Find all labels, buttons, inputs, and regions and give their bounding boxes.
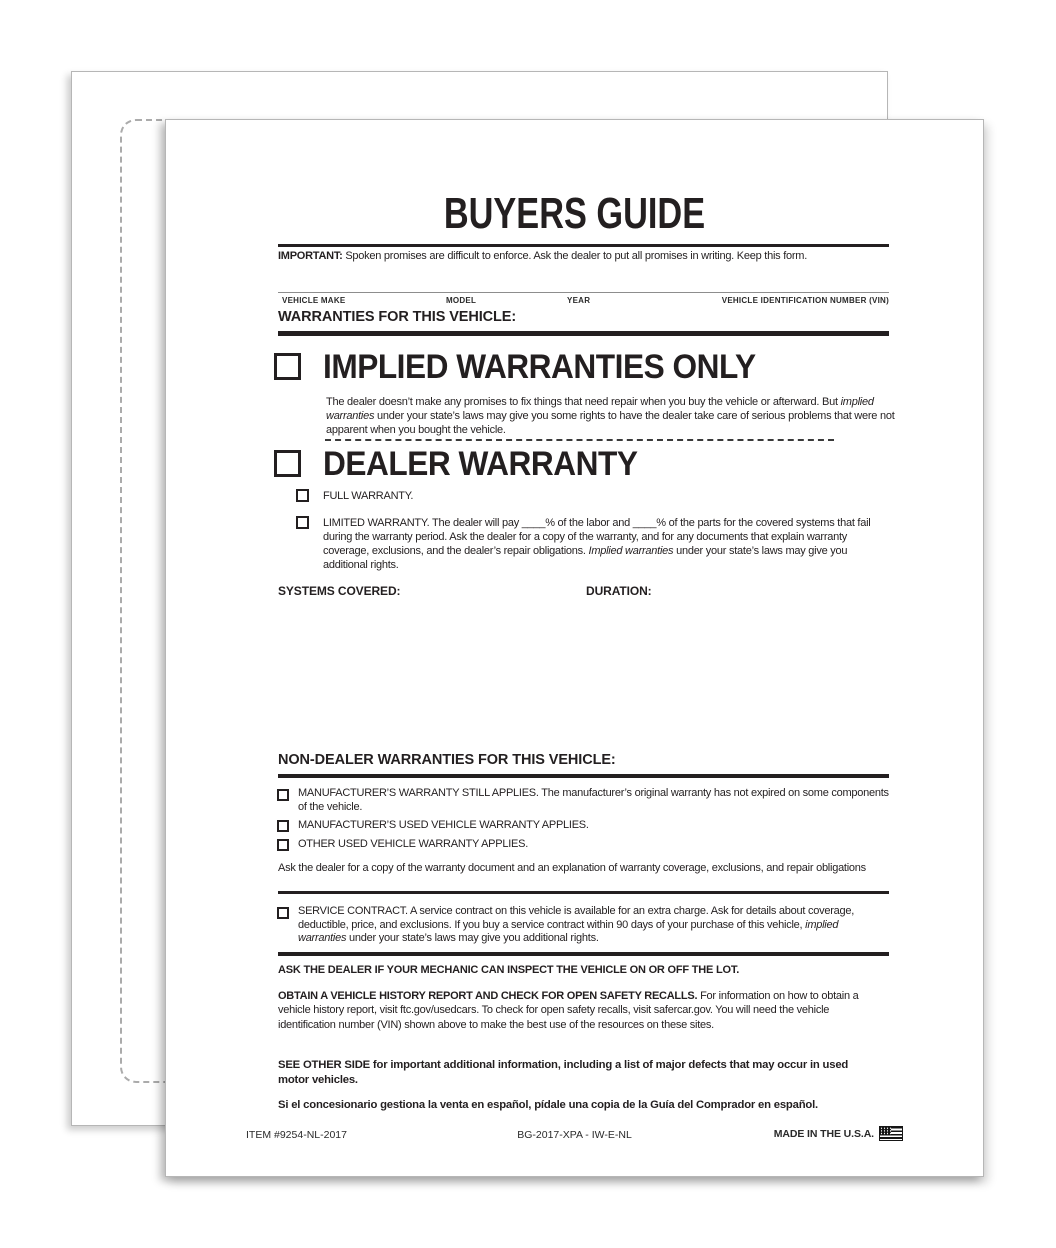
model-label: MODEL (446, 296, 477, 305)
footer-item-number: ITEM #9254-NL-2017 (246, 1129, 347, 1141)
warranties-heading-rule (278, 331, 889, 336)
buyers-guide-form-sheet (165, 119, 984, 1177)
form-title-row (166, 189, 983, 239)
duration-label: DURATION: (586, 584, 652, 598)
service-contract-checkbox[interactable] (277, 907, 289, 919)
see-other-side-notice: SEE OTHER SIDE for important additional information, including a list of major defects that may occur in used motor vehicles. (278, 1059, 849, 1086)
implied-warranties-title: IMPLIED WARRANTIES ONLY (323, 348, 756, 386)
manufacturer-used-warranty-checkbox[interactable] (277, 820, 289, 832)
implied-dealer-separator (325, 439, 834, 441)
limited-warranty-checkbox[interactable] (296, 516, 309, 529)
vehicle-fields-row (278, 296, 889, 308)
service-contract-text: SERVICE CONTRACT. A service contract on this vehicle is available for an extra charge. Ask for details about coverage, deductible, price, and exclusions. If you buy a service contract within 90 days of your purchase of this vehicle, implied warranties under your state’s laws may give you additional rights. (298, 905, 855, 944)
important-top-rule (278, 244, 889, 247)
warranties-heading: WARRANTIES FOR THIS VEHICLE: (278, 309, 517, 325)
footer-form-code: BG-2017-XPA - IW-E-NL (517, 1129, 632, 1141)
implied-warranties-checkbox[interactable] (274, 353, 301, 380)
other-used-warranty-text: OTHER USED VEHICLE WARRANTY APPLIES. (298, 838, 529, 850)
spanish-notice: Si el concesionario gestiona la venta en español, pídale una copia de la Guía del Comprador en español. (278, 1099, 818, 1111)
service-top-rule (278, 891, 889, 894)
year-label: YEAR (567, 296, 591, 305)
implied-warranties-body: The dealer doesn’t make any promises to fix things that need repair when you buy the vehicle or afterward. But implied warranties under your state’s laws may give you some rights to have the dealer take care of serious problems that were not apparent when you bought the vehicle. (326, 396, 895, 436)
systems-covered-label: SYSTEMS COVERED: (278, 584, 401, 598)
manufacturer-used-warranty-text: MANUFACTURER’S USED VEHICLE WARRANTY APPLIES. (298, 819, 589, 831)
vin-label: VEHICLE IDENTIFICATION NUMBER (VIN) (721, 296, 889, 305)
full-warranty-checkbox[interactable] (296, 489, 309, 502)
us-flag-icon (879, 1126, 903, 1141)
ask-copy-note: Ask the dealer for a copy of the warranty document and an explanation of warranty coverage, exclusions, and repair obligations (278, 862, 866, 874)
limited-warranty-body: LIMITED WARRANTY. The dealer will pay ____% of the labor and ____% of the parts for the covered systems that fail during the warranty period. Ask the dealer for a copy of the warranty, and for any documents that explain warranty coverage, exclusions, and the dealer’s repair obligations. Implied warranties under your state’s laws may give you additional rights. (323, 517, 871, 571)
made-in-usa-label: MADE IN THE U.S.A. (773, 1127, 874, 1140)
footer-made-in-group (774, 1126, 903, 1141)
non-dealer-heading-rule (278, 774, 889, 778)
page-title: BUYERS GUIDE (443, 189, 706, 238)
dealer-warranty-checkbox[interactable] (274, 450, 301, 477)
footer-row (246, 1126, 903, 1146)
full-warranty-label: FULL WARRANTY. (323, 490, 414, 502)
mechanic-notice: ASK THE DEALER IF YOUR MECHANIC CAN INSPECT THE VEHICLE ON OR OFF THE LOT. (278, 964, 740, 976)
service-bottom-rule (278, 952, 889, 956)
manufacturer-warranty-checkbox[interactable] (277, 789, 289, 801)
non-dealer-heading: NON-DEALER WARRANTIES FOR THIS VEHICLE: (278, 752, 616, 768)
dealer-warranty-title-wrap (323, 445, 661, 484)
dealer-warranty-title: DEALER WARRANTY (323, 445, 638, 483)
important-note: IMPORTANT: Spoken promises are difficult to enforce. Ask the dealer to put all promises in writing. Keep this form. (278, 250, 808, 262)
manufacturer-warranty-text: MANUFACTURER’S WARRANTY STILL APPLIES. The manufacturer’s original warranty has not expired on some components of the vehicle. (298, 787, 889, 813)
vehicle-fields-rule (278, 292, 889, 293)
other-used-warranty-checkbox[interactable] (277, 839, 289, 851)
vehicle-make-label: VEHICLE MAKE (282, 296, 346, 305)
implied-warranties-title-wrap (323, 348, 788, 387)
history-report-notice: OBTAIN A VEHICLE HISTORY REPORT AND CHECK FOR OPEN SAFETY RECALLS. For information on how to obtain a vehicle history report, visit ftc.gov/usedcars. To check for open safety recalls, visit safercar.gov. You will need the vehicle identification number (VIN) shown above to make the best use of the resources on these sites. (278, 990, 859, 1031)
